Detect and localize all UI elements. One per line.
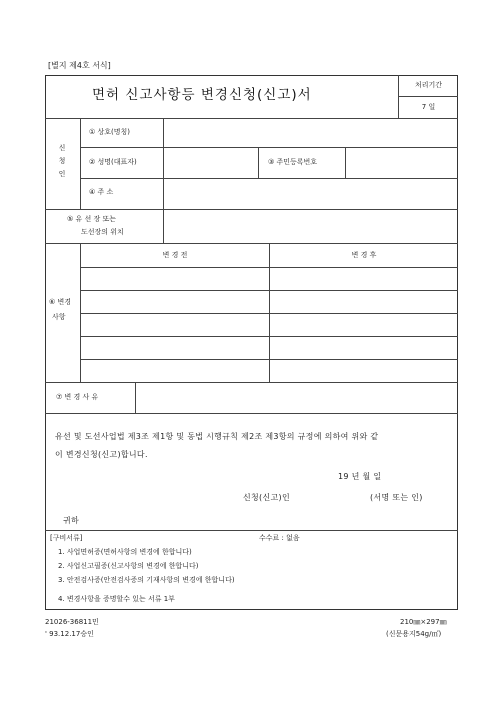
reason-field[interactable] [136, 383, 457, 412]
required-documents-header: [구비서류] [50, 534, 83, 542]
changes-label-line-1: ⑥ 변경 [49, 298, 72, 306]
form-number-note: [별지 제4호 서식] [48, 61, 111, 70]
applicant-label: 신 청 인 [58, 144, 66, 178]
applicant-label-divider [80, 118, 81, 209]
document-item-4: 4. 변경사항을 증명할수 있는 서류 1부 [58, 595, 175, 603]
location-label-line-1: ⑤ 유 선 장 또는 [67, 215, 116, 223]
location-bottom-line [45, 243, 458, 244]
reason-bottom-line [45, 413, 458, 414]
processing-divider [398, 96, 458, 97]
changes-after-field[interactable] [270, 268, 457, 381]
address-label: ④ 주 소 [89, 188, 114, 196]
location-label-line-2: 도선장의 위치 [81, 228, 124, 236]
business-name-label: ① 상호(명칭) [89, 128, 131, 136]
page-title: 면허 신고사항등 변경신청(신고)서 [92, 87, 312, 103]
business-name-field[interactable] [164, 119, 457, 146]
document-item-3: 3. 안전검사증(안전검사증의 기재사항의 변경에 한합니다) [58, 576, 235, 584]
signature-or-seal: (서명 또는 인) [370, 493, 423, 502]
processing-period-value: 7 일 [421, 103, 436, 111]
changes-after-header: 변 경 후 [351, 251, 377, 259]
statement-line-2: 이 변경신청(신고)합니다. [55, 450, 148, 459]
changes-label-line-2: 사항 [52, 313, 66, 321]
statement-line-1: 유선 및 도선사업법 제3조 제1항 및 동법 시행규칙 제2조 제3항의 규정에 의하여 위와 같 [55, 432, 379, 441]
resident-no-label: ③ 주민등록번호 [268, 158, 318, 166]
fee-label: 수수료 : 없음 [259, 534, 300, 542]
resident-no-divider-left [258, 147, 259, 178]
applicant-signature-label: 신청(신고)인 [243, 493, 290, 502]
address-field[interactable] [164, 179, 457, 208]
changes-before-header: 변 경 전 [162, 251, 188, 259]
processing-period-label: 처리기간 [414, 81, 443, 89]
changes-before-field[interactable] [81, 268, 268, 381]
document-item-2: 2. 사업신고필증(신고사항의 변경에 한합니다) [58, 562, 199, 570]
approval-date: ' 93.12.17승인 [45, 630, 94, 638]
paper-size: 210㎜×297㎜ [400, 618, 447, 626]
representative-field[interactable] [164, 148, 257, 177]
statement-date: 19 년 월 일 [338, 472, 382, 481]
representative-label: ② 성명(대표자) [89, 158, 137, 166]
location-field[interactable] [164, 210, 457, 242]
document-item-1: 1. 사업면허증(면허사항의 변경에 한합니다) [58, 548, 192, 556]
reason-label: ⑦ 변 경 사 유 [56, 393, 99, 401]
statement-bottom-line [45, 530, 458, 531]
recipient-label: 귀하 [63, 516, 80, 525]
paper-type: (신문용지54g/㎡) [386, 630, 442, 638]
resident-no-field[interactable] [346, 148, 457, 177]
form-code: 21026-36811민 [45, 618, 99, 626]
